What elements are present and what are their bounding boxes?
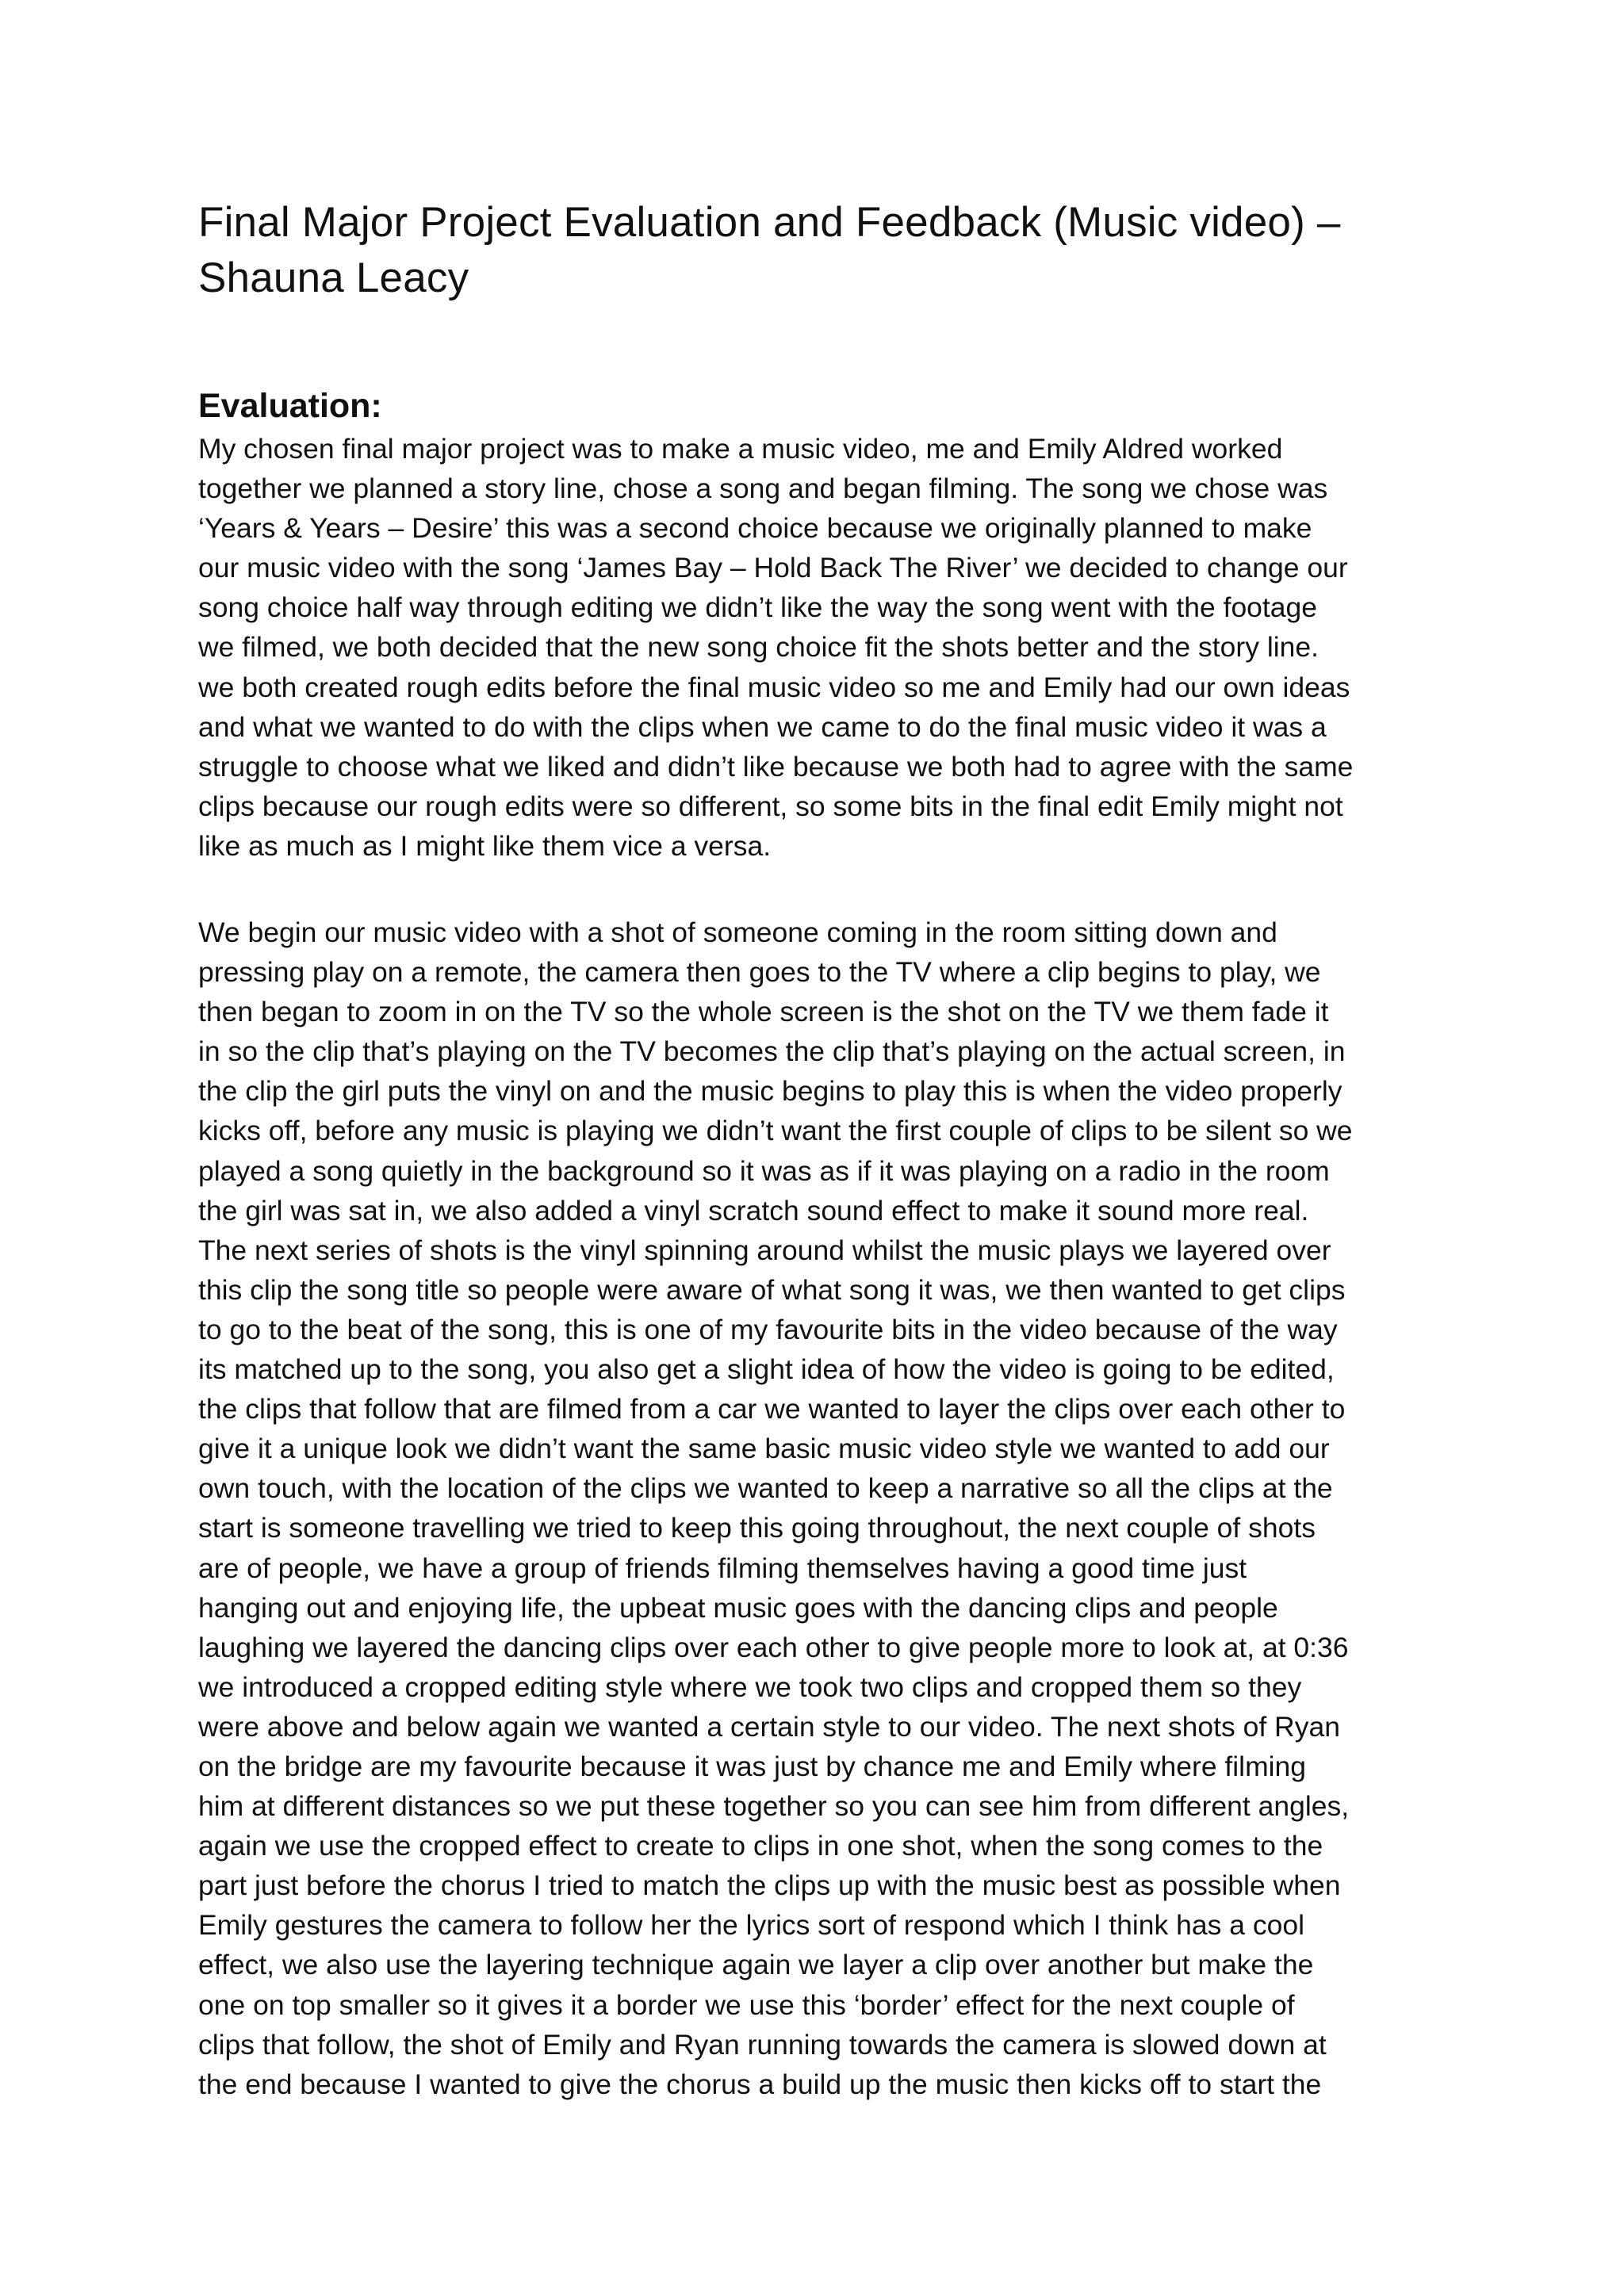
paragraph-2: We begin our music video with a shot of someone coming in the room sitting down and pressing play on a remote, the camera then goes to the TV where a clip begins to play, we then began to zoom in on the TV so the whole screen is the shot on the TV we them fade it in so the clip that’s playing on the TV becomes the clip that’s playing on the actual screen, in the clip the girl puts the vinyl on and the music begins to play this is when the video properly kicks off, before any music is playing we didn’t want the first couple of clips to be silent so we played a song quietly in the background so it was as if it was playing on a radio in the room the girl was sat in, we also added a vinyl scratch sound effect to make it sound more real. The next series of shots is the vinyl spinning around whilst the music plays we layered over this clip the song title so people were aware of what song it was, we then wanted to get clips to go to the beat of the song, this is one of my favourite bits in the video because of the way its matched up to the song, you also get a slight idea of how the video is going to be edited, the clips that follow that are filmed from a car we wanted to layer the clips over each other to give it a unique look we didn’t want the same basic music video style we wanted to add our own touch, with the location of the clips we wanted to keep a narrative so all the clips at the start is someone travelling we tried to keep this going throughout, the next couple of shots are of people, we have a group of friends filming themselves having a good time just hanging out and enjoying life, the upbeat music goes with the dancing clips and people laughing we layered the dancing clips over each other to give people more to look at, at 0:36 we introduced a cropped editing style where we took two clips and cropped them so they were above and below again we wanted a certain style to our video. The next shots of Ryan on the bridge are my favourite because it was just by chance me and Emily where filming him at different distances so we put these together so you can see him from different angles, again we use the cropped effect to create to clips in one shot, when the song comes to the part just before the chorus I tried to match the clips up with the music best as possible when Emily gestures the camera to follow her the lyrics sort of respond which I think has a cool effect, we also use the layering technique again we layer a clip over another but make the one on top smaller so it gives it a border we use this ‘border’ effect for the next couple of clips that follow, the shot of Emily and Ryan running towards the camera is slowed down at the end because I wanted to give the chorus a build up the music then kicks off to start the [198,916,1353,2100]
document-title: Final Major Project Evaluation and Feedback (Music video) – Shauna Leacy [198,199,1341,301]
section-heading-evaluation: Evaluation: [198,387,382,425]
paragraph-1: My chosen final major project was to make a music video, me and Emily Aldred worked together we planned a story line, chose a song and began filming. The song we chose was ‘Years & Years – Desire’ this was a second choice because we originally planned to make our music video with the song ‘James Bay – Hold Back The River’ we decided to change our song choice half way through editing we didn’t like the way the song went with the footage we filmed, we both decided that the new song choice fit the shots better and the story line. we both created rough edits before the final music video so me and Emily had our own ideas and what we wanted to do with the clips when we came to do the final music video it was a struggle to choose what we liked and didn’t like because we both had to agree with the same clips because our rough edits were so different, so some bits in the final edit Emily might not like as much as I might like them vice a versa. [198,433,1354,862]
